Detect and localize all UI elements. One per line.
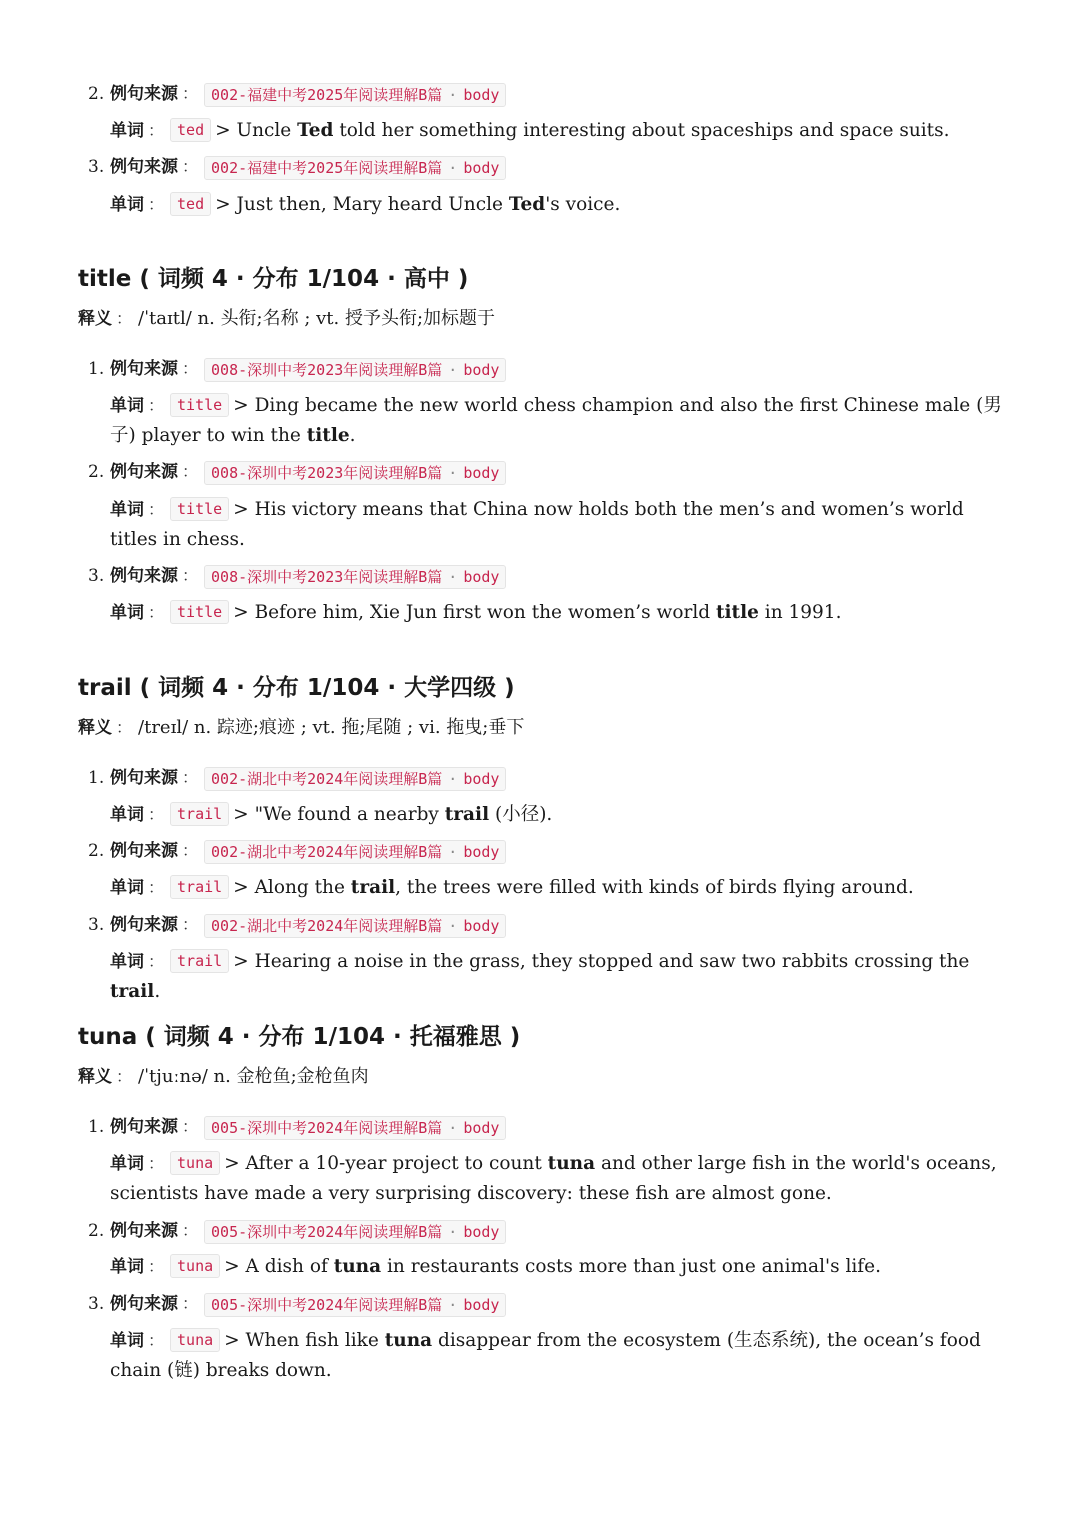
keyword: title	[306, 425, 350, 446]
gt-marker: >	[233, 951, 255, 972]
sentence-text: Uncle	[236, 120, 298, 141]
gt-marker: >	[233, 877, 255, 898]
source-label: 例句来源	[110, 359, 178, 379]
colon: ：	[148, 121, 165, 140]
word-tag[interactable]: tuna	[170, 1254, 220, 1278]
colon: ：	[148, 195, 165, 214]
word-tag[interactable]: title	[170, 497, 229, 521]
sentence-text: After a 10-year project to count	[245, 1153, 548, 1174]
section-name: body	[463, 567, 500, 586]
example-source-line	[88, 562, 506, 590]
dot-separator: ·	[448, 85, 458, 104]
colon: ：	[182, 359, 199, 378]
word-tag[interactable]: trail	[170, 802, 229, 826]
section-name: body	[463, 158, 500, 177]
colon: ：	[148, 805, 165, 824]
source-label: 例句来源	[110, 841, 178, 861]
source-label: 例句来源	[110, 915, 178, 935]
example-source-line	[88, 80, 506, 108]
section-name: body	[463, 463, 500, 482]
colon: ：	[148, 878, 165, 897]
sentence-text: (小径).	[489, 804, 553, 825]
sentence-text: 's voice.	[545, 194, 621, 215]
word-tag[interactable]: ted	[170, 118, 211, 142]
colon: ：	[182, 1221, 199, 1240]
word-label: 单词	[110, 1257, 144, 1277]
dot-separator: ·	[448, 567, 458, 586]
word-label: 单词	[110, 121, 144, 141]
section-name: body	[463, 1295, 500, 1314]
example-source-line	[88, 1217, 506, 1245]
keyword: title	[715, 602, 759, 623]
example-source-line	[88, 458, 506, 486]
colon: ：	[116, 1067, 133, 1086]
word-tag[interactable]: tuna	[170, 1328, 220, 1352]
definition-label: 释义	[78, 718, 112, 738]
sentence-text: told her something interesting about spaceships and space suits.	[333, 120, 950, 141]
example-sentence	[110, 1330, 981, 1381]
colon: ：	[182, 841, 199, 860]
dot-separator: ·	[448, 1118, 458, 1137]
example-number: 1.	[88, 768, 105, 788]
sentence-text: disappear from the ecosystem (生态系统), the ocean’s food chain (链) breaks down.	[110, 1330, 981, 1381]
example-sentence	[233, 877, 914, 898]
example-number: 1.	[88, 1117, 105, 1137]
sentence-text: and other large fish in the world's oceans, scientists have made a very surprising discovery: these fish are almost gone.	[110, 1153, 997, 1204]
source-label: 例句来源	[110, 1221, 178, 1241]
colon: ：	[182, 157, 199, 176]
example-word-line	[110, 873, 1010, 903]
example-sentence	[110, 1153, 997, 1204]
word-label: 单词	[110, 805, 144, 825]
sentence-text: in restaurants costs more than just one animal's life.	[381, 1256, 881, 1277]
example-sentence	[233, 602, 841, 623]
sentence-text: "We found a nearby	[254, 804, 445, 825]
section-name: body	[463, 85, 500, 104]
source-name: 002-福建中考2025年阅读理解B篇	[211, 158, 443, 177]
entry-definition	[78, 715, 524, 741]
colon: ：	[148, 1154, 165, 1173]
source-tag[interactable]	[204, 1116, 506, 1140]
dot-separator: ·	[448, 769, 458, 788]
word-label: 单词	[110, 1154, 144, 1174]
source-tag[interactable]	[204, 156, 506, 180]
example-sentence	[215, 194, 620, 215]
dot-separator: ·	[448, 158, 458, 177]
example-number: 2.	[88, 1221, 105, 1241]
dot-separator: ·	[448, 1295, 458, 1314]
section-name: body	[463, 769, 500, 788]
section-name: body	[463, 360, 500, 379]
section-name: body	[463, 1118, 500, 1137]
word-tag[interactable]: tuna	[170, 1151, 220, 1175]
example-number: 2.	[88, 462, 105, 482]
word-tag[interactable]: title	[170, 600, 229, 624]
example-sentence	[110, 951, 969, 1002]
colon: ：	[116, 309, 133, 328]
example-word-line	[110, 1252, 1010, 1282]
source-name: 008-深圳中考2023年阅读理解B篇	[211, 360, 443, 379]
source-tag[interactable]	[204, 914, 506, 938]
example-word-line	[110, 800, 1010, 830]
colon: ：	[148, 500, 165, 519]
word-label: 单词	[110, 1331, 144, 1351]
gt-marker: >	[233, 804, 255, 825]
example-number: 3.	[88, 915, 105, 935]
entry-definition	[78, 306, 495, 332]
word-label: 单词	[110, 878, 144, 898]
example-source-line	[88, 911, 506, 939]
example-word-line	[110, 1326, 1010, 1386]
keyword: tuna	[547, 1153, 596, 1174]
sentence-text: , the trees were filled with kinds of birds flying around.	[395, 877, 914, 898]
colon: ：	[182, 84, 199, 103]
colon: ：	[148, 603, 165, 622]
example-source-line	[88, 1113, 506, 1141]
dot-separator: ·	[448, 360, 458, 379]
dot-separator: ·	[448, 842, 458, 861]
source-tag[interactable]	[204, 565, 506, 589]
example-source-line	[88, 1290, 506, 1318]
section-name: body	[463, 842, 500, 861]
sentence-text: .	[154, 981, 161, 1002]
source-name: 005-深圳中考2024年阅读理解B篇	[211, 1295, 443, 1314]
keyword: tuna	[384, 1330, 433, 1351]
source-name: 008-深圳中考2023年阅读理解B篇	[211, 567, 443, 586]
sentence-text: Along the	[254, 877, 351, 898]
source-label: 例句来源	[110, 1117, 178, 1137]
entry-heading: tuna ( 词频 4 · 分布 1/104 · 托福雅思 )	[78, 1024, 521, 1050]
example-word-line	[110, 495, 1010, 555]
keyword: trail	[110, 981, 155, 1002]
source-tag[interactable]	[204, 840, 506, 864]
sentence-text: in 1991.	[758, 602, 842, 623]
section-name: body	[463, 1222, 500, 1241]
colon: ：	[148, 1257, 165, 1276]
example-number: 2.	[88, 84, 105, 104]
colon: ：	[148, 396, 165, 415]
example-word-line	[110, 190, 1010, 220]
word-label: 单词	[110, 195, 144, 215]
colon: ：	[182, 462, 199, 481]
word-label: 单词	[110, 396, 144, 416]
source-tag[interactable]	[204, 767, 506, 791]
example-sentence	[215, 120, 949, 141]
colon: ：	[182, 1294, 199, 1313]
dot-separator: ·	[448, 1222, 458, 1241]
keyword: Ted	[297, 120, 334, 141]
gt-marker: >	[224, 1330, 246, 1351]
dot-separator: ·	[448, 916, 458, 935]
source-name: 005-深圳中考2024年阅读理解B篇	[211, 1222, 443, 1241]
word-tag[interactable]: trail	[170, 875, 229, 899]
example-sentence	[110, 395, 1002, 446]
example-sentence	[233, 804, 552, 825]
source-label: 例句来源	[110, 462, 178, 482]
example-number: 3.	[88, 1294, 105, 1314]
sentence-text: When fish like	[245, 1330, 385, 1351]
gt-marker: >	[233, 499, 255, 520]
source-name: 002-湖北中考2024年阅读理解B篇	[211, 842, 443, 861]
keyword: trail	[444, 804, 490, 825]
example-word-line	[110, 391, 1010, 451]
word-tag[interactable]: title	[170, 393, 229, 417]
sentence-text: His victory means that China now holds both the men’s and women’s world titles in chess.	[110, 499, 964, 550]
definition-text: /treɪl/ n. 踪迹;痕迹 ; vt. 拖;尾随 ; vi. 拖曳;垂下	[138, 717, 525, 738]
example-sentence	[110, 499, 964, 550]
colon: ：	[148, 1331, 165, 1350]
source-label: 例句来源	[110, 1294, 178, 1314]
example-source-line	[88, 837, 506, 865]
dot-separator: ·	[448, 463, 458, 482]
source-name: 002-湖北中考2024年阅读理解B篇	[211, 916, 443, 935]
keyword: tuna	[333, 1256, 382, 1277]
sentence-text: Hearing a noise in the grass, they stopped and saw two rabbits crossing the	[254, 951, 970, 972]
source-tag[interactable]	[204, 1220, 506, 1244]
example-number: 3.	[88, 566, 105, 586]
example-source-line	[88, 355, 506, 383]
sentence-text: Before him, Xie Jun first won the women’s world	[254, 602, 716, 623]
source-name: 008-深圳中考2023年阅读理解B篇	[211, 463, 443, 482]
source-label: 例句来源	[110, 566, 178, 586]
source-label: 例句来源	[110, 157, 178, 177]
example-number: 1.	[88, 359, 105, 379]
entry-heading: title ( 词频 4 · 分布 1/104 · 高中 )	[78, 266, 469, 292]
example-word-line	[110, 1149, 1010, 1209]
source-label: 例句来源	[110, 768, 178, 788]
definition-text: /ˈtjuːnə/ n. 金枪鱼;金枪鱼肉	[138, 1066, 369, 1087]
colon: ：	[116, 718, 133, 737]
sentence-text: Just then, Mary heard Uncle	[236, 194, 509, 215]
example-number: 3.	[88, 157, 105, 177]
source-tag[interactable]	[204, 83, 506, 107]
gt-marker: >	[215, 120, 237, 141]
gt-marker: >	[215, 194, 237, 215]
word-label: 单词	[110, 500, 144, 520]
colon: ：	[182, 768, 199, 787]
keyword: Ted	[508, 194, 546, 215]
word-label: 单词	[110, 952, 144, 972]
colon: ：	[148, 952, 165, 971]
example-word-line	[110, 116, 1010, 146]
source-name: 002-湖北中考2024年阅读理解B篇	[211, 769, 443, 788]
source-label: 例句来源	[110, 84, 178, 104]
source-name: 002-福建中考2025年阅读理解B篇	[211, 85, 443, 104]
gt-marker: >	[224, 1256, 246, 1277]
definition-text: /ˈtaɪtl/ n. 头衔;名称 ; vt. 授予头衔;加标题于	[138, 308, 496, 329]
sentence-text: Ding became the new world chess champion and also the first Chinese male (男子) player to win the	[110, 395, 1002, 446]
colon: ：	[182, 1117, 199, 1136]
gt-marker: >	[224, 1153, 246, 1174]
word-tag[interactable]: ted	[170, 192, 211, 216]
source-tag[interactable]	[204, 461, 506, 485]
source-tag[interactable]	[204, 1293, 506, 1317]
source-name: 005-深圳中考2024年阅读理解B篇	[211, 1118, 443, 1137]
colon: ：	[182, 566, 199, 585]
source-tag[interactable]	[204, 358, 506, 382]
definition-label: 释义	[78, 1067, 112, 1087]
example-source-line	[88, 764, 506, 792]
entry-definition	[78, 1064, 369, 1090]
example-word-line	[110, 598, 1010, 628]
word-label: 单词	[110, 603, 144, 623]
section-name: body	[463, 916, 500, 935]
word-tag[interactable]: trail	[170, 949, 229, 973]
colon: ：	[182, 915, 199, 934]
sentence-text: .	[349, 425, 356, 446]
example-number: 2.	[88, 841, 105, 861]
entry-heading: trail ( 词频 4 · 分布 1/104 · 大学四级 )	[78, 675, 515, 701]
example-sentence	[224, 1256, 881, 1277]
example-source-line	[88, 153, 506, 181]
sentence-text: A dish of	[245, 1256, 334, 1277]
gt-marker: >	[233, 602, 255, 623]
example-word-line	[110, 947, 1010, 1007]
definition-label: 释义	[78, 309, 112, 329]
keyword: trail	[350, 877, 396, 898]
gt-marker: >	[233, 395, 255, 416]
